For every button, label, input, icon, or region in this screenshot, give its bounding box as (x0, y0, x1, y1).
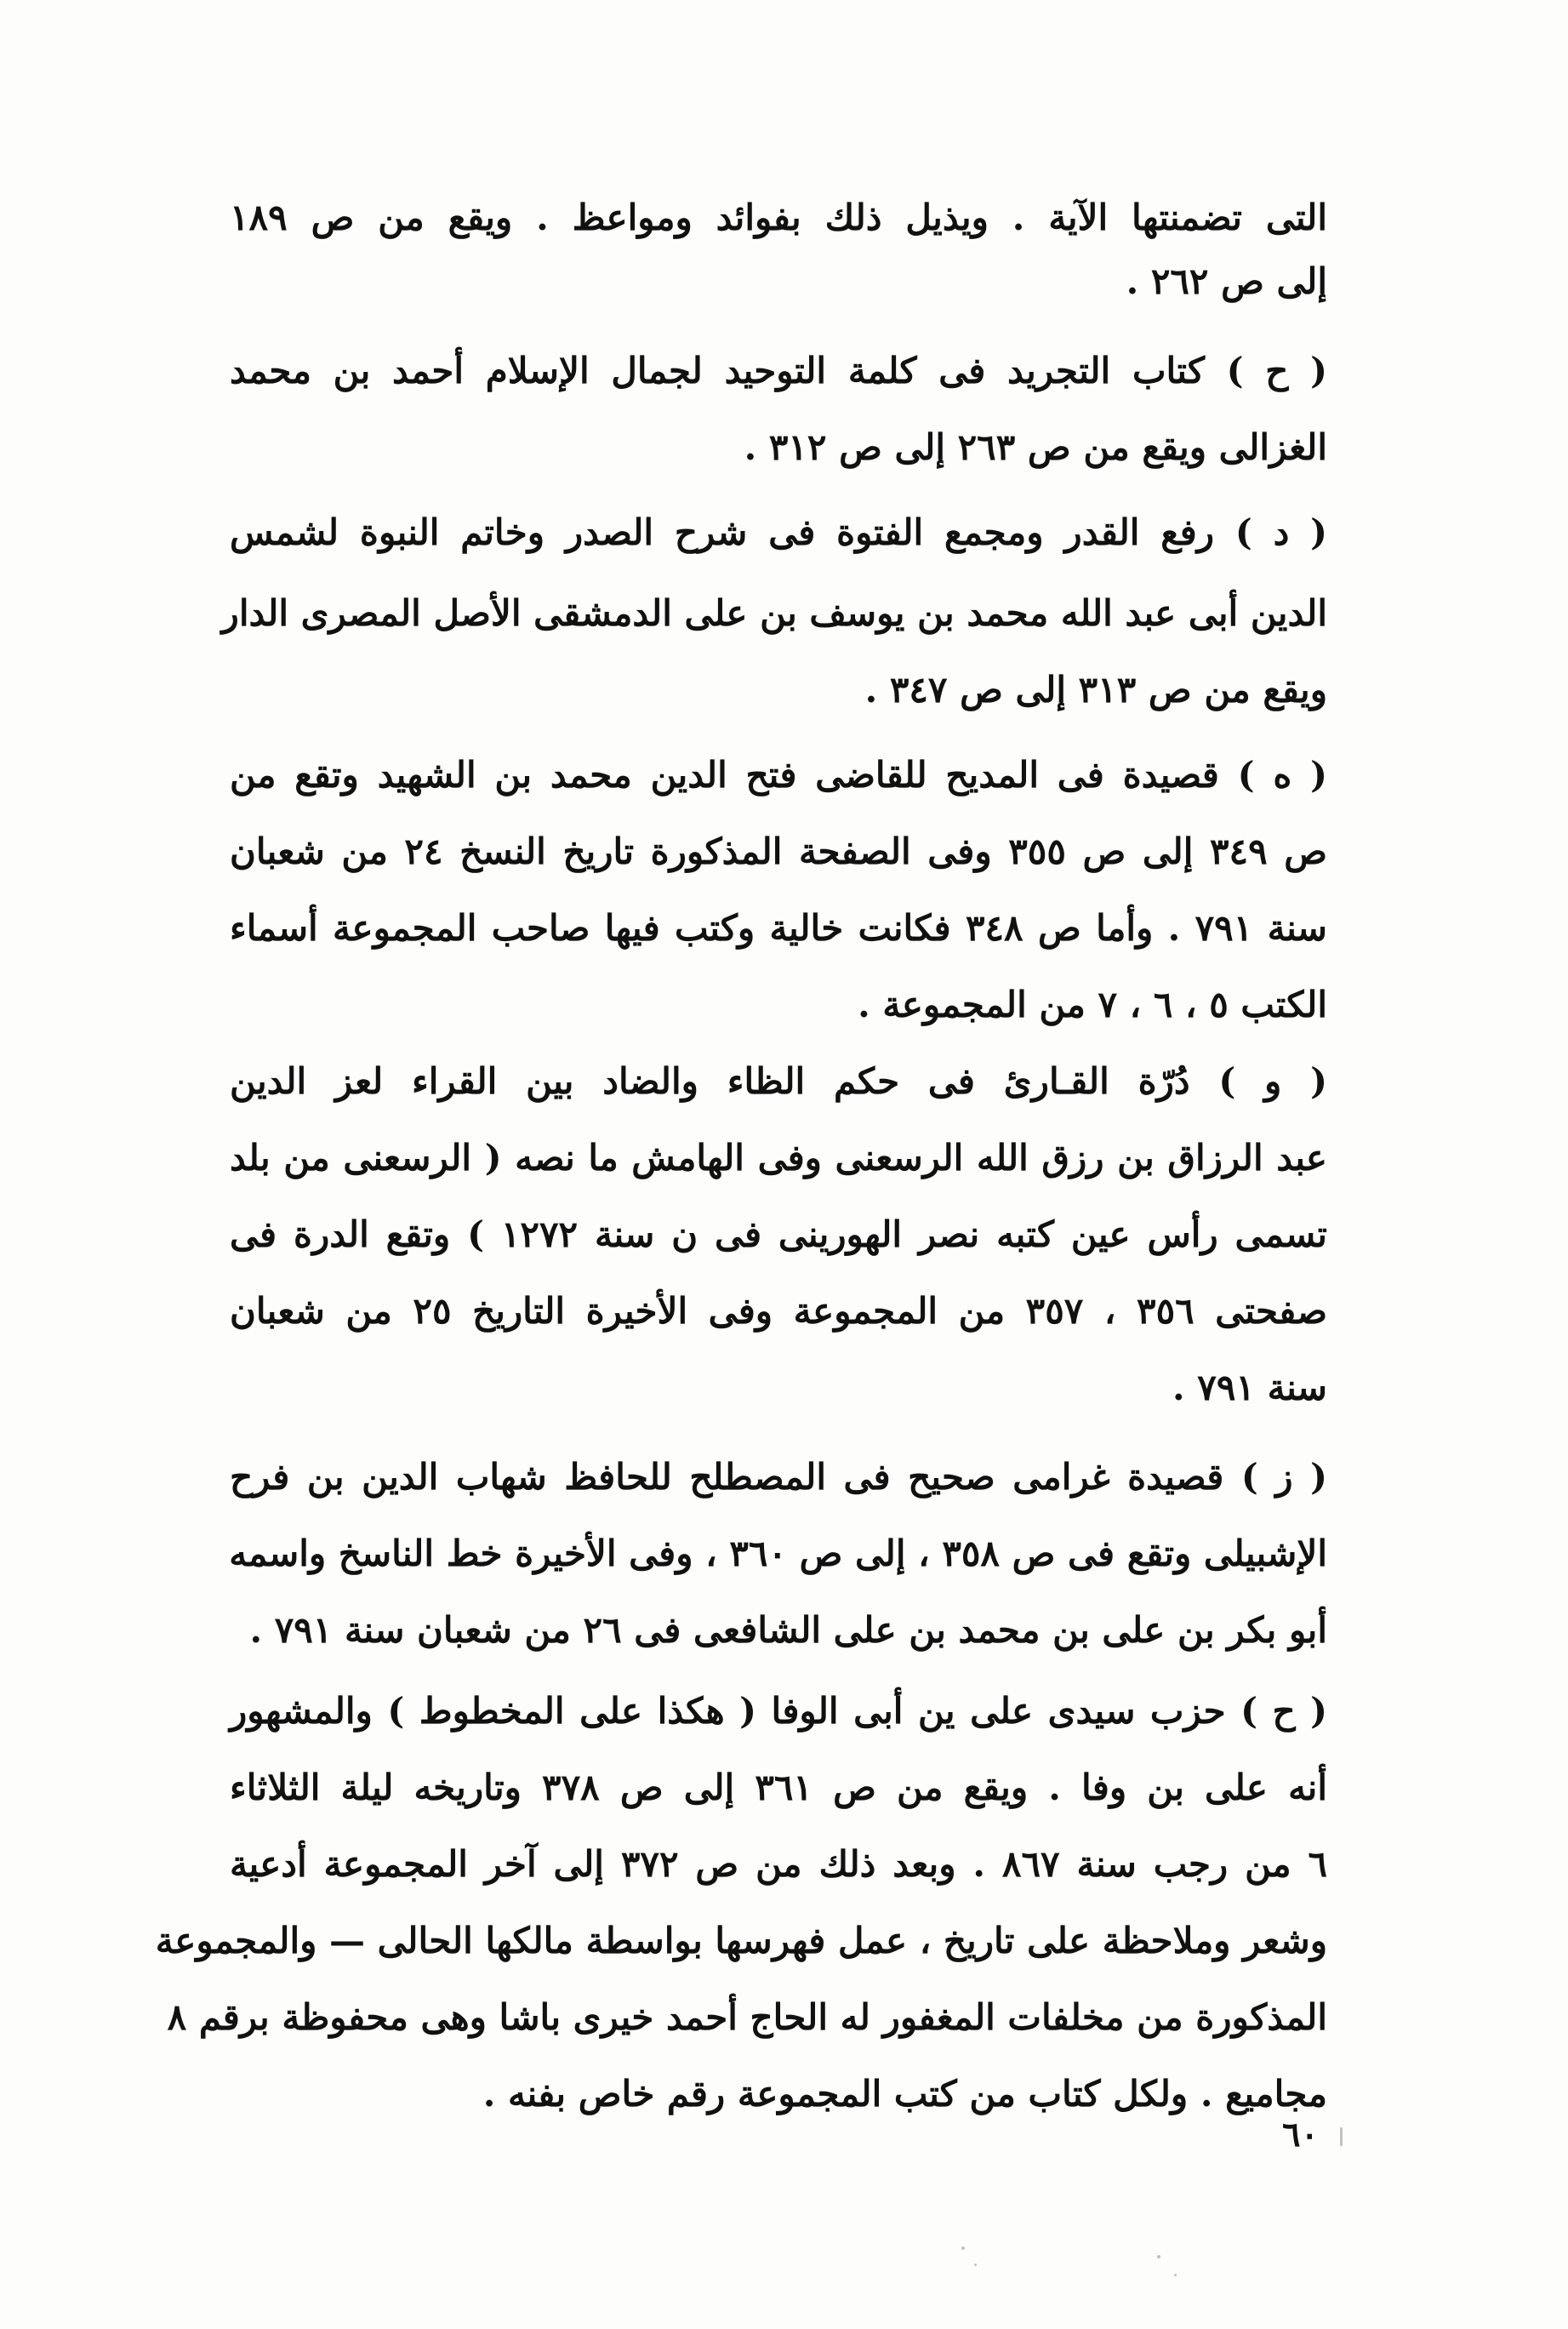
text-line: مجاميع . ولكل كتاب من كتب المجموعة رقم خاص بفنه . (482, 2073, 1327, 2115)
scan-speck (961, 2246, 965, 2250)
text-line: الغزالى ويقع من ص ٢٦٣ إلى ص ٣١٢ . (744, 426, 1327, 468)
text-line: سنة ٧٩١ . وأما ص ٣٤٨ فكانت خالية وكتب فيها صاحب المجموعة أسماء (230, 907, 1327, 949)
text-line: الإشبيلى وتقع فى ص ٣٥٨ ، إلى ص ٣٦٠ ، وفى الأخيرة خط الناسخ واسمه (229, 1533, 1327, 1574)
text-line: الكتب ٥ ، ٦ ، ٧ من المجموعة . (858, 984, 1327, 1025)
text-line: صفحتى ٣٥٦ ، ٣٥٧ من المجموعة وفى الأخيرة التاريخ ٢٥ من شعبان (230, 1290, 1327, 1332)
text-line: أبو بكر بن على بن محمد بن على الشافعى فى ٢٦ من شعبان سنة ٧٩١ . (249, 1609, 1327, 1651)
text-line: إلى ص ٢٦٢ . (1126, 260, 1327, 302)
text-line: سنة ٧٩١ . (1172, 1367, 1327, 1408)
page-number: ٦٠ (1282, 2115, 1319, 2155)
text-line: ص ٣٤٩ إلى ص ٣٥٥ وفى الصفحة المذكورة تاريخ النسخ ٢٤ من شعبان (230, 831, 1328, 872)
scan-speck (1157, 2255, 1160, 2258)
text-line: ٦ من رجب سنة ٨٦٧ . وبعد ذلك من ص ٣٧٢ إلى آخر المجموعة أدعية (230, 1843, 1328, 1885)
text-line: ( ح ) كتاب التجريد فى كلمة التوحيد لجمال الإسلام أحمد بن محمد (230, 350, 1327, 391)
scan-speck (974, 2263, 977, 2266)
text-line: ( ح ) حزب سيدى على ين أبى الوفا ( هكذا على المخطوط ) والمشهور (230, 1690, 1327, 1732)
text-line: تسمى رأس عين كتبه نصر الهورينى فى ن سنة ١٢٧٢ ) وتقع الدرة فى (230, 1213, 1327, 1255)
text-line: عبد الرزاق بن رزق الله الرسعنى وفى الهامش ما نصه ( الرسعنى من بلد (230, 1137, 1327, 1179)
scan-mark (1340, 2127, 1343, 2146)
text-line: ويقع من ص ٣١٣ إلى ص ٣٤٧ . (864, 669, 1327, 711)
text-line: ( د ) رفع القدر ومجمع الفتوة فى شرح الصدر وخاتم النبوة لشمس (230, 511, 1327, 553)
text-line: ( ز ) قصيدة غرامى صحيح فى المصطلح للحافظ شهاب الدين بن فرح (230, 1456, 1327, 1498)
scan-speck (1174, 2274, 1177, 2276)
text-line: ( و ) دُرّة القـارئ فى حكم الظاء والضاد بين القراء لعز الدين (230, 1060, 1327, 1102)
text-line: الدين أبى عبد الله محمد بن يوسف بن على الدمشقى الأصل المصرى الدار (221, 592, 1327, 634)
text-line: وشعر وملاحظة على تاريخ ، عمل فهرسها بواسطة مالكها الحالى — والمجموعة (155, 1920, 1327, 1961)
text-line: التى تضمنتها الآية . ويذيل ذلك بفوائد ومواعظ . ويقع من ص ١٨٩ (230, 197, 1327, 238)
text-line: المذكورة من مخلفات المغفور له الحاج أحمد خيرى باشا وهى محفوظة برقم ٨ (167, 1996, 1327, 2038)
text-line: ( ه ) قصيدة فى المديح للقاضى فتح الدين محمد بن الشهيد وتقع من (230, 754, 1327, 796)
text-line: أنه على بن وفا . ويقع من ص ٣٦١ إلى ص ٣٧٨ وتاريخه ليلة الثلاثاء (230, 1767, 1327, 1808)
